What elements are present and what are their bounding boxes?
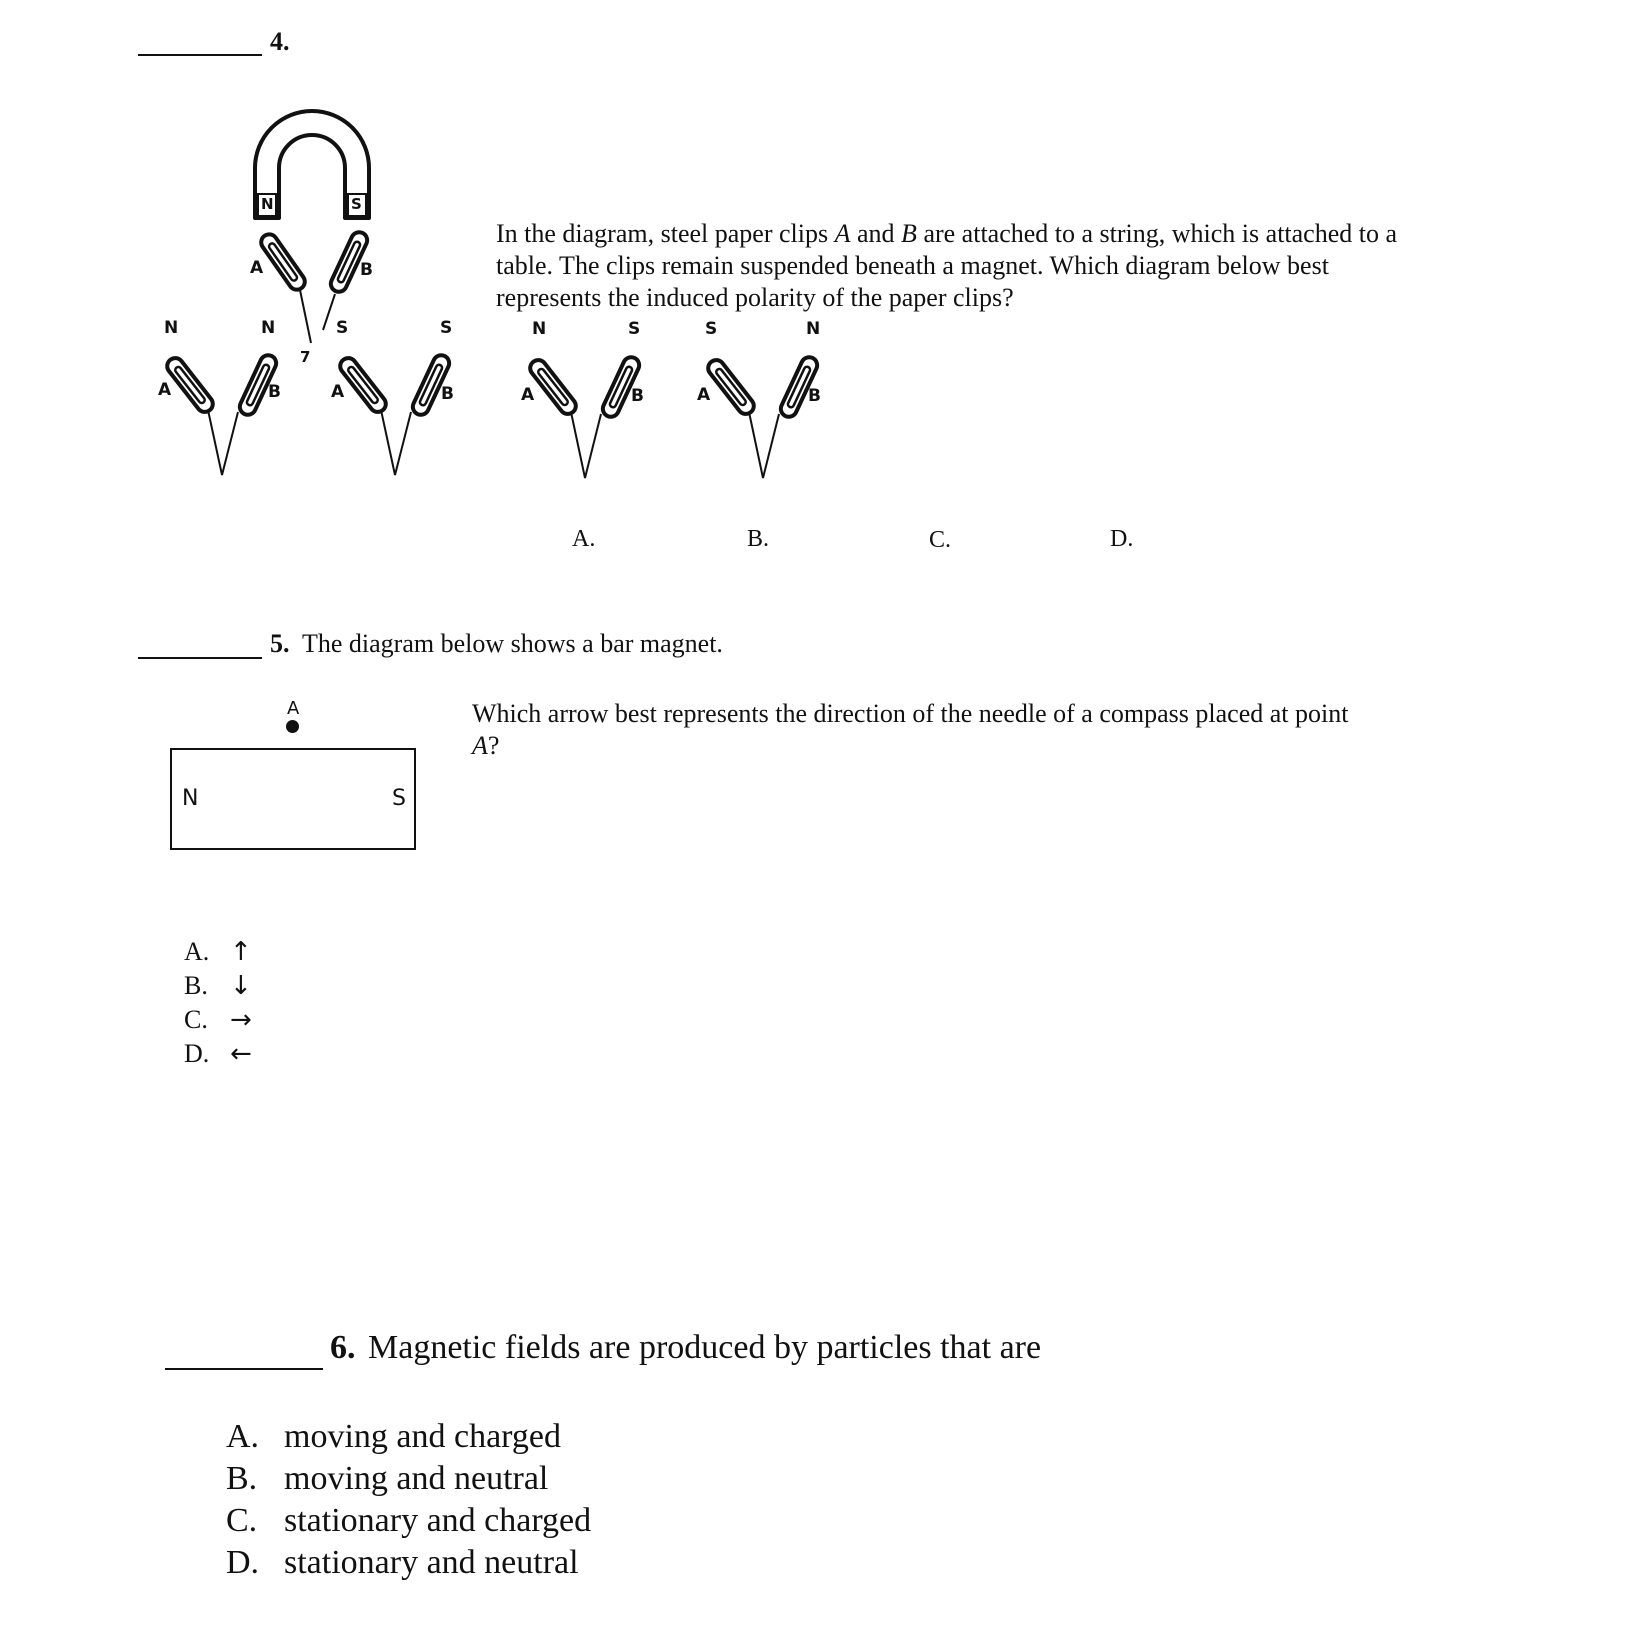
stray-mark: 7 [300,348,311,366]
q6-answer-blank[interactable] [165,1368,323,1370]
bar-magnet-south-label: S [392,786,406,811]
option-c-top-left-pole: N [532,319,547,339]
down-arrow-icon: ↓ [230,971,252,1001]
bar-magnet [170,748,416,850]
option-a-clip-a-label: A [158,380,172,400]
option-b-clip-b-label: B [441,384,454,404]
bar-magnet-north-label: N [182,786,199,811]
q5-choice-b[interactable]: B. ↓ [184,971,252,1001]
q4-option-b-label[interactable]: B. [747,526,770,552]
option-b-top-right-pole: S [440,318,453,338]
left-arrow-icon: ← [230,1039,252,1069]
option-b-clip-a-label: A [331,382,345,402]
q6-choice-b[interactable]: B. moving and neutral [226,1460,549,1497]
q5-answer-blank[interactable] [138,657,262,659]
option-d-diagram [705,355,820,478]
q5-question-line1: Which arrow best represents the direction of the needle of a compass placed at point [472,699,1349,728]
q6-choice-a[interactable]: A. moving and charged [226,1418,561,1455]
point-a-label: A [287,698,300,719]
horseshoe-north-label: N [261,195,274,213]
option-b-top-left-pole: S [336,318,349,338]
point-a-dot [286,720,299,733]
q5-choice-a[interactable]: A. ↑ [184,937,252,967]
q4-number: 4. [270,27,290,56]
option-c-clip-a-label: A [521,385,535,405]
q5-choice-d[interactable]: D. ← [184,1039,252,1069]
q5-question-line2: A? [472,731,500,760]
q5-choice-c[interactable]: C. → [184,1005,252,1035]
option-d-top-right-pole: N [806,319,821,339]
q4-text-line2: table. The clips remain suspended beneath a magnet. Which diagram below best [496,251,1329,280]
option-a-clip-b-label: B [268,382,281,402]
right-arrow-icon: → [230,1005,252,1035]
option-c-clip-b-label: B [631,386,644,406]
q4-option-c-label[interactable]: C. [929,527,952,553]
q6-number: 6. [330,1329,356,1366]
option-c-diagram [527,355,642,478]
option-b-diagram [337,353,452,475]
up-arrow-icon: ↑ [230,937,252,967]
q5-choices [184,935,252,1071]
q5-text: The diagram below shows a bar magnet. [302,629,723,658]
q6-text: Magnetic fields are produced by particles that are [368,1329,1042,1366]
q4-text-line3: represents the induced polarity of the paper clips? [496,283,1014,312]
option-d-clip-b-label: B [808,386,821,406]
q5-number: 5. [270,629,290,658]
q4-option-a-label[interactable]: A. [572,526,596,552]
option-c-top-right-pole: S [628,319,641,339]
option-a-diagram [164,353,279,475]
q5-heading [270,628,723,660]
q6-choice-c[interactable]: C. stationary and charged [226,1502,592,1539]
option-d-top-left-pole: S [705,319,718,339]
q4-text-line1: In the diagram, steel paper clips A and B are attached to a string, which is attached to a [496,219,1398,248]
q4-option-d-label[interactable]: D. [1110,526,1134,552]
option-a-top-left-pole: N [164,318,179,338]
q6-choices [226,1416,591,1584]
suspended-clip-b-label: B [360,260,373,280]
option-d-clip-a-label: A [697,385,711,405]
horseshoe-south-label: S [351,195,362,213]
q6-choice-d[interactable]: D. stationary and neutral [226,1544,579,1581]
q6-heading [330,1327,1041,1369]
option-a-top-right-pole: N [261,318,276,338]
q5-question-text [472,698,1472,762]
suspended-clip-a-label: A [250,258,264,278]
